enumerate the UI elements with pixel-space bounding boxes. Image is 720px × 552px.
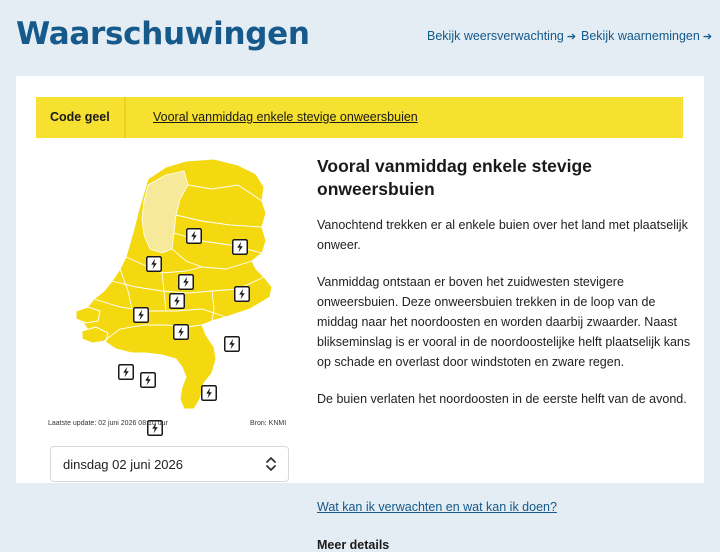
map-source: Bron: KNMI [250,420,287,427]
lightning-icon [235,287,250,302]
lightning-icon [119,365,134,380]
observations-link-label: Bekijk waarnemingen [581,29,700,43]
weather-forecast-link-label: Bekijk weersverwachting [427,29,564,43]
warning-map[interactable] [16,141,316,426]
article-title: Vooral vanmiddag enkele stevige onweersbuien [317,156,592,199]
warning-banner[interactable] [36,97,683,138]
lightning-icon [141,373,156,388]
article-paragraph: Vanmiddag ontstaan er boven het zuidwesten stevigere onweersbuien. Deze onweersbuien trekken in de loop van de middag naar het noordoosten en worden daarbij zwaarder. Naast blikseminslag is er vooral in de noordoostelijke helft plaatselijk kans op schade en overlast door windstoten en zware regen. [317,275,691,369]
warning-card [16,76,704,552]
lightning-icon [170,294,185,309]
more-details-heading: Meer details [317,538,390,552]
lightning-icon [134,308,149,323]
arrow-right-icon: ➔ [566,31,577,43]
date-select-value: dinsdag 02 juni 2026 [63,457,183,472]
up-down-chevron-icon [264,455,278,473]
article-paragraph: De buien verlaten het noordoosten in de eerste helft van de avond. [317,392,687,406]
weather-forecast-link[interactable] [427,29,576,43]
warning-message-link[interactable]: Vooral vanmiddag enkele stevige onweersbuien [153,110,418,124]
what-to-expect-link[interactable]: Wat kan ik verwachten en wat kan ik doen? [317,500,557,514]
page-header [0,0,720,76]
page-title: Waarschuwingen [16,16,310,52]
date-select[interactable] [50,446,289,482]
lightning-icon [225,337,240,352]
lightning-icon [179,275,194,290]
lightning-icon [202,386,217,401]
banner-divider [124,97,126,138]
warning-code-label: Code geel [50,110,110,124]
arrow-right-icon: ➔ [702,31,713,43]
warning-article [317,155,697,552]
article-paragraph: Vanochtend trekken er al enkele buien over het land met plaatselijk onweer. [317,218,688,252]
lightning-icon [187,229,202,244]
lightning-icon [147,257,162,272]
map-last-update: Laatste update: 02 juni 2026 08:10 uur [48,420,168,427]
lightning-icon [174,325,189,340]
observations-link[interactable] [581,29,712,43]
lightning-icon [233,240,248,255]
